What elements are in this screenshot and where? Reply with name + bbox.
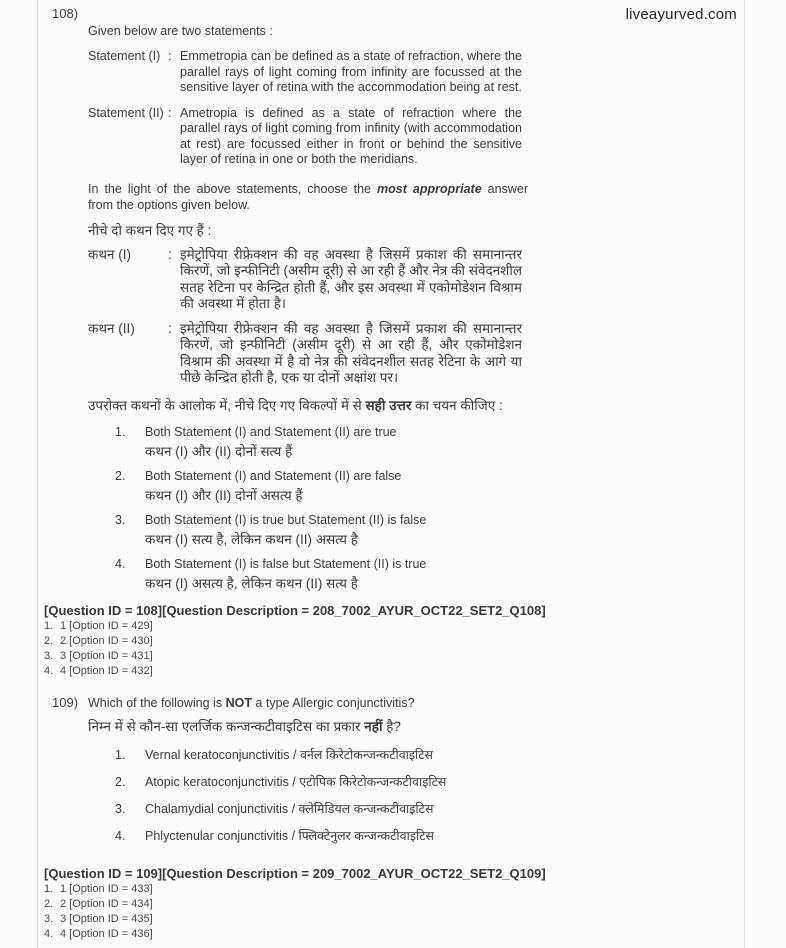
page-content xyxy=(0,6,786,942)
option-text-en: Both Statement (I) and Statement (II) are true xyxy=(145,424,397,439)
question-text-hi xyxy=(88,718,558,735)
instruction-hi xyxy=(88,397,538,414)
option-3 xyxy=(88,801,558,818)
meta-option-number: 2. xyxy=(44,635,54,647)
question-109 xyxy=(0,695,786,942)
question-hi-pre: निम्न में से कौन-सा एलर्जिक कन्जन्कटीवाइटिस का प्रकार xyxy=(88,718,365,734)
option-number: 4. xyxy=(115,828,126,843)
meta-option-number: 1. xyxy=(44,883,54,895)
statement-text: Ametropia is defined as a state of refraction where the parallel rays of light coming from infinity (with accommodation at rest) are focussed either in front or behind the sensitive layer of retina in one or both the meridians. xyxy=(180,105,522,166)
option-text-hi: कथन (I) सत्य है, लेकिन कथन (II) असत्य है xyxy=(145,531,358,547)
hindi-statement-label: कथन (II) xyxy=(88,320,135,336)
meta-option-row xyxy=(44,665,786,679)
meta-option-text: 1 [Option ID = 433] xyxy=(60,883,153,895)
meta-option-row xyxy=(44,635,786,649)
statement-text: Emmetropia can be defined as a state of refraction, where the parallel rays of light coming from infinity are focussed at the sensitive layer of retina with the accommodation being at rest. xyxy=(180,49,522,94)
meta-option-row xyxy=(44,898,786,912)
question-hi-post: है? xyxy=(382,718,401,734)
hindi-statement-row-1 xyxy=(88,247,528,313)
option-number: 3. xyxy=(115,512,126,527)
meta-option-row xyxy=(44,928,786,942)
option-number: 4. xyxy=(115,556,126,571)
instruction-en xyxy=(88,181,528,213)
option-lines xyxy=(145,425,528,460)
meta-option-text: 4 [Option ID = 436] xyxy=(60,928,153,940)
statement-colon: : xyxy=(168,105,172,120)
question-body xyxy=(88,24,528,592)
option-4 xyxy=(88,828,558,845)
instruction-hi-pre: उपरोक्त कथनों के आलोक में, नीचे दिए गए विकल्पों में से xyxy=(88,397,366,413)
question-hi-bold: नहीं xyxy=(364,718,383,734)
hindi-statement-label: कथन (I) xyxy=(88,246,131,262)
option-3 xyxy=(88,513,528,548)
meta-option-text: 2 [Option ID = 434] xyxy=(60,898,153,910)
option-1 xyxy=(88,747,558,764)
option-text-hi: कथन (I) और (II) दोनों सत्य हैं xyxy=(145,443,293,459)
option-text-hi: कथन (I) असत्य है, लेकिन कथन (II) सत्य है xyxy=(145,575,358,591)
question-intro: Given below are two statements : xyxy=(88,24,273,38)
meta-option-number: 3. xyxy=(44,913,54,925)
option-number: 1. xyxy=(115,424,126,439)
question-text-en xyxy=(88,695,558,711)
statement-label: Statement (II) xyxy=(88,105,164,120)
option-1 xyxy=(88,425,528,460)
statement-row-2 xyxy=(88,106,528,168)
meta-option-row xyxy=(44,650,786,664)
meta-option-number: 1. xyxy=(44,620,54,632)
question-meta-108 xyxy=(44,602,786,679)
option-text: Vernal keratoconjunctivitis / वर्नल किरेटोकन्जन्कटीवाइटिस xyxy=(145,747,434,762)
instruction-en-bold: most appropriate xyxy=(377,181,482,196)
meta-header: [Question ID = 108][Question Description = 208_7002_AYUR_OCT22_SET2_Q108] xyxy=(44,602,546,618)
statement-colon: : xyxy=(168,49,172,63)
meta-option-row xyxy=(44,620,786,634)
hindi-statement-colon: : xyxy=(168,320,172,336)
meta-option-text: 2 [Option ID = 430] xyxy=(60,635,153,647)
options-list-109 xyxy=(88,747,558,845)
meta-option-number: 4. xyxy=(44,665,54,677)
option-lines xyxy=(145,557,528,592)
meta-option-text: 3 [Option ID = 435] xyxy=(60,913,153,925)
hindi-statement-row-2 xyxy=(88,321,528,387)
options-list-108 xyxy=(88,425,528,592)
instruction-hi-post: का चयन कीजिए : xyxy=(411,397,503,413)
question-number: 109) xyxy=(52,694,79,710)
option-text-en: Both Statement (I) is true but Statement (II) is false xyxy=(145,512,427,527)
hindi-statement-colon: : xyxy=(168,246,172,262)
question-header xyxy=(52,695,786,855)
meta-option-row xyxy=(44,883,786,897)
option-text-hi: कथन (I) और (II) दोनों असत्य हैं xyxy=(145,487,303,503)
option-text-en: Both Statement (I) and Statement (II) are false xyxy=(145,468,402,483)
option-text: Atopic keratoconjunctivitis / एटोपिक किरेटोकन्जन्कटीवाइटिस xyxy=(145,774,447,789)
question-en-post: a type Allergic conjunctivitis? xyxy=(251,695,415,710)
question-meta-109 xyxy=(44,865,786,942)
statement-row-1 xyxy=(88,49,528,96)
watermark-site-name: liveayurved.com xyxy=(625,6,737,23)
meta-option-number: 4. xyxy=(44,928,54,940)
meta-header: [Question ID = 109][Question Description = 209_7002_AYUR_OCT22_SET2_Q109] xyxy=(44,865,546,881)
meta-option-number: 2. xyxy=(44,898,54,910)
meta-option-text: 1 [Option ID = 429] xyxy=(60,620,153,632)
meta-option-row xyxy=(44,913,786,927)
meta-option-text: 4 [Option ID = 432] xyxy=(60,665,153,677)
option-text: Chalamydial conjunctivitis / क्लेमिडियल कन्जन्कटीवाइटिस xyxy=(145,801,434,816)
question-108 xyxy=(0,6,786,679)
option-number: 2. xyxy=(115,774,126,789)
question-body xyxy=(88,695,558,855)
hindi-statement-text: इमेट्रोपिया रीफ्रेक्शन की वह अवस्था है जिसमें प्रकाश की समानान्तर किरणें, जो इन्फीनिटी (असीम दूरी) से आ रही हैं और नेत्र की संवेदनशील सतह रेटिना पर केन्द्रित होती हैं, और इस अवस्था में एकोमोडेशन विश्राम की अवस्था में होता है। xyxy=(180,246,522,311)
meta-option-number: 3. xyxy=(44,650,54,662)
option-number: 3. xyxy=(115,801,126,816)
question-en-bold: NOT xyxy=(225,695,252,710)
option-lines xyxy=(145,469,528,504)
meta-option-text: 3 [Option ID = 431] xyxy=(60,650,153,662)
statement-label: Statement (I) xyxy=(88,49,161,63)
option-text: Phlyctenular conjunctivitis / फ्लिक्टेनुलर कन्जन्कटीवाइटिस xyxy=(145,828,434,843)
instruction-hi-bold: सही उत्तर xyxy=(365,397,412,413)
option-text-en: Both Statement (I) is false but Statement (II) is true xyxy=(145,556,427,571)
option-lines xyxy=(145,513,528,548)
instruction-en-post: answer from the options given below. xyxy=(88,181,528,212)
option-2 xyxy=(88,774,558,791)
option-4 xyxy=(88,557,528,592)
question-number: 108) xyxy=(52,6,79,21)
hindi-intro: नीचे दो कथन दिए गए हैं : xyxy=(88,222,212,238)
question-en-pre: Which of the following is xyxy=(88,695,226,710)
option-number: 2. xyxy=(115,468,126,483)
hindi-statement-text: इमेट्रोपिया रीफ्रेक्शन की वह अवस्था है जिसमें प्रकाश की समानान्तर किरणें, जो इन्फीनिटी (असीम दूरी) से आ रही हैं, और एकोमोडेशन विश्राम की अवस्था में है वो नेत्र की संवेदनशील सतह रेटिना के आगे या पीछे केन्द्रित होती है, एक या दोनों अक्षांश पर। xyxy=(180,320,522,385)
instruction-en-pre: In the light of the above statements, choose the xyxy=(88,181,378,196)
option-2 xyxy=(88,469,528,504)
option-number: 1. xyxy=(115,747,126,762)
